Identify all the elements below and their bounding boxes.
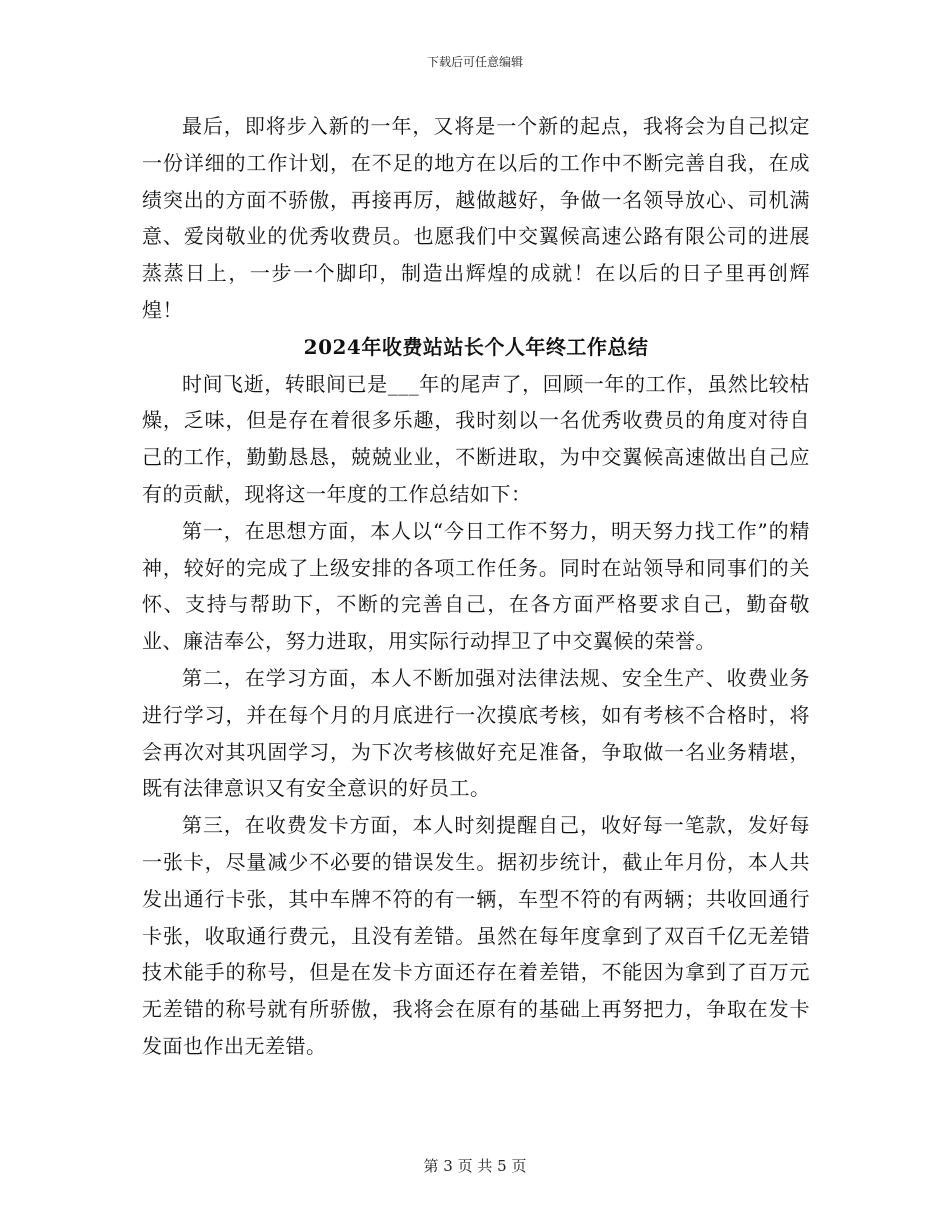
intro-paragraph: 最后，即将步入新的一年，又将是一个新的起点，我将会为自己拟定一份详细的工作计划，在不足的地方在以后的工作中不断完善自我，在成绩突出的方面不骄傲，再接再厉，越做越好，争做一名领导放心、司机满意、爱岗敬业的优秀收费员。也愿我们中交翼候高速公路有限公司的进展蒸蒸日上，一步一个脚印，制造出辉煌的成就！在以后的日子里再创辉煌！ [142, 114, 810, 322]
paragraph-thought: 第一，在思想方面，本人以“今日工作不努力，明天努力找工作”的精神，较好的完成了上级安排的各项工作任务。同时在站领导和同事们的关怀、支持与帮助下，不断的完善自己，在各方面严格要求自己，勤奋敬业、廉洁奉公，努力进取，用实际行动捍卫了中交翼候的荣誉。 [142, 518, 810, 654]
page-header: 下载后可任意编辑 [426, 55, 523, 69]
paragraph-opening: 时间飞逝，转眼间已是___年的尾声了，回顾一年的工作，虽然比较枯燥，乏味，但是存在着很多乐趣，我时刻以一名优秀收费员的角度对待自己的工作，勤勤恳恳，兢兢业业，不断进取，为中交翼候高速做出自己应有的贡献，现将这一年度的工作总结如下： [142, 371, 810, 506]
document-body [142, 108, 810, 1065]
paragraph-study: 第二，在学习方面，本人不断加强对法律法规、安全生产、收费业务进行学习，并在每个月的月底进行一次摸底考核，如有考核不合格时，将会再次对其巩固学习，为下次考核做好充足准备，争取做一名业务精堪，既有法律意识又有安全意识的好员工。 [142, 665, 810, 801]
paragraph-toll-card: 第三，在收费发卡方面，本人时刻提醒自己，收好每一笔款，发好每一张卡，尽量减少不必要的错误发生。据初步统计，截止年月份，本人共发出通行卡张，其中车牌不符的有一辆，车型不符的有两辆；共收回通行卡张，收取通行费元，且没有差错。虽然在每年度拿到了双百千亿无差错技术能手的称号，但是在发卡方面还存在着差错，不能因为拿到了百万元无差错的称号就有所骄傲，我将会在原有的基础上再努把力，争取在发卡发面也作出无差错。 [142, 813, 810, 1058]
page-footer: 第 3 页 共 5 页 [423, 1157, 527, 1175]
section-title: 2024年收费站站长个人年终工作总结 [303, 334, 649, 359]
